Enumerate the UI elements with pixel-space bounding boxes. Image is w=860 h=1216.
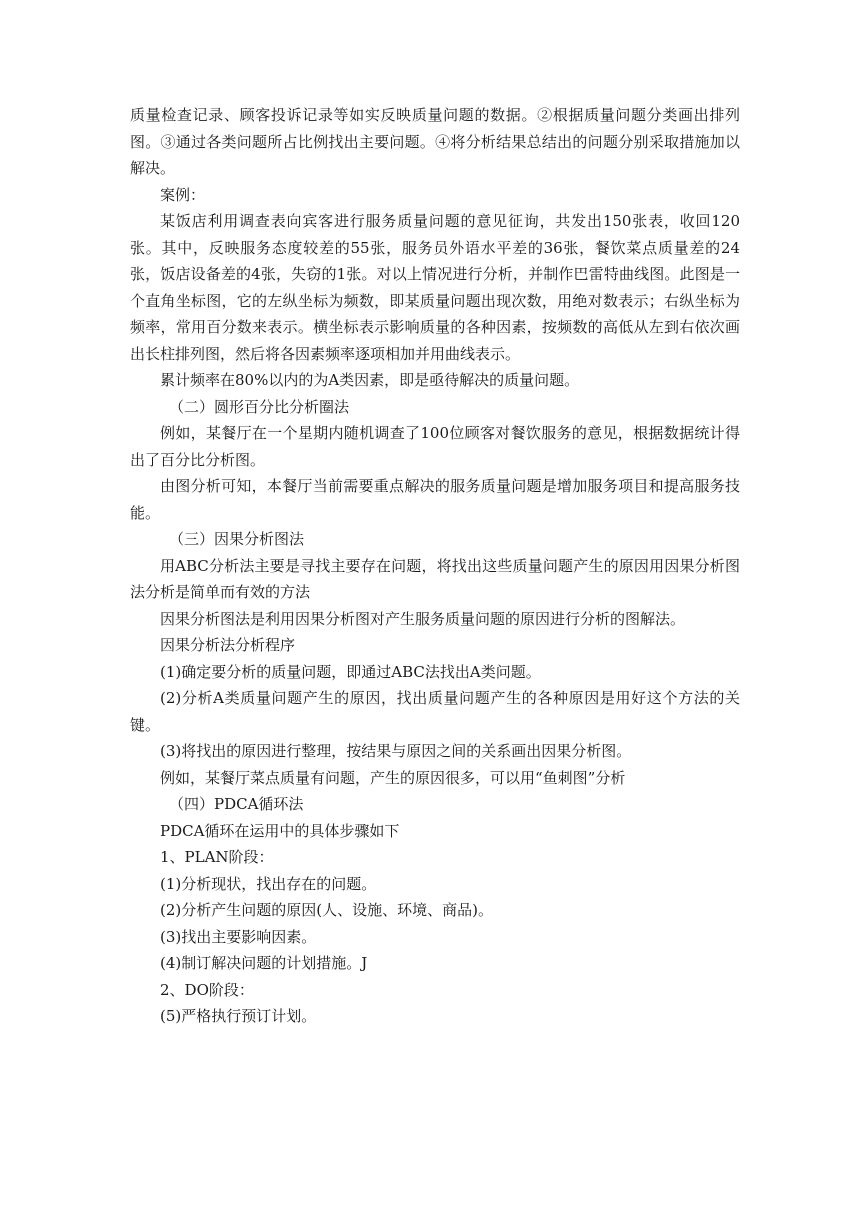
section-heading-pie-chart-method: （二）圆形百分比分析圈法 (169, 397, 350, 416)
paragraph-case-label: 案例： (160, 185, 206, 204)
paragraph-fishbone-example: 例如，某餐厅菜点质量有问题，产生的原因很多，可以用“鱼刺图”分析 (160, 768, 626, 787)
paragraph-restaurant-survey: 例如，某餐厅在一个星期内随机调查了100位顾客对餐饮服务的意见，根据数据统计得出了百分比分析图。 (130, 424, 740, 469)
list-item-plan-2: (2)分析产生问题的原因(人、设施、环境、商品)。 (160, 901, 493, 919)
paragraph-analysis-conclusion: 由图分析可知，本餐厅当前需要重点解决的服务质量问题是增加服务项目和提高服务技能。 (130, 477, 740, 522)
list-item-plan-1: (1)分析现状，找出存在的问题。 (160, 874, 377, 893)
list-item-plan-3: (3)找出主要影响因素。 (160, 927, 317, 946)
paragraph-cumulative-frequency: 累计频率在80%以内的为A类因素，即是亟待解决的质量问题。 (160, 371, 580, 389)
paragraph-continuation: 质量检查记录、顾客投诉记录等如实反映质量问题的数据。②根据质量问题分类画出排列图。③通过各类问题所占比例找出主要问题。④将分析结果总结出的问题分别采取措施加以解决。 (130, 106, 740, 177)
paragraph-hotel-case: 某饭店利用调查表向宾客进行服务质量问题的意见征询，共发出150张表，收回120张。其中，反映服务态度较差的55张，服务员外语水平差的36张，餐饮菜点质量差的24张，饭店设备差的4张，失窃的1张。对以上情况进行分析，并制作巴雷特曲线图。此图是一个直角坐标图，它的左纵坐标为频数，即某质量问题出现次数，用绝对数表示；右纵坐标为频率，常用百分数来表示。横坐标表示影响质量的各种因素，按频数的高低从左到右依次画出长柱排列图，然后将各因素频率逐项相加并用曲线表示。 (130, 212, 740, 363)
list-item-do-5: (5)严格执行预订计划。 (160, 1007, 317, 1025)
section-heading-cause-effect-method: （三）因果分析图法 (169, 530, 305, 548)
paragraph-abc-method: 用ABC分析法主要是寻找主要存在问题，将找出这些质量问题产生的原因用因果分析图法分析是简单而有效的方法 (130, 556, 740, 601)
list-item-step-3: (3)将找出的原因进行整理，按结果与原因之间的关系画出因果分析图。 (160, 742, 632, 760)
paragraph-procedure-heading: 因果分析法分析程序 (160, 636, 296, 654)
list-item-step-2: (2)分析A类质量问题产生的原因，找出质量问题产生的各种原因是用好这个方法的关键。 (130, 689, 740, 734)
section-heading-pdca-method: （四）PDCA循环法 (169, 795, 304, 813)
document-body (130, 102, 740, 1030)
paragraph-cause-effect-definition: 因果分析图法是利用因果分析图对产生服务质量问题的原因进行分析的图解法。 (160, 609, 686, 628)
list-item-step-1: (1)确定要分析的质量问题，即通过ABC法找出A类问题。 (160, 662, 541, 681)
list-heading-do-phase: 2、DO阶段： (160, 980, 254, 999)
paragraph-pdca-intro: PDCA循环在运用中的具体步骤如下 (160, 821, 400, 840)
list-heading-plan-phase: 1、PLAN阶段： (160, 848, 274, 866)
list-item-plan-4: (4)制订解决问题的计划措施。J (160, 954, 368, 972)
